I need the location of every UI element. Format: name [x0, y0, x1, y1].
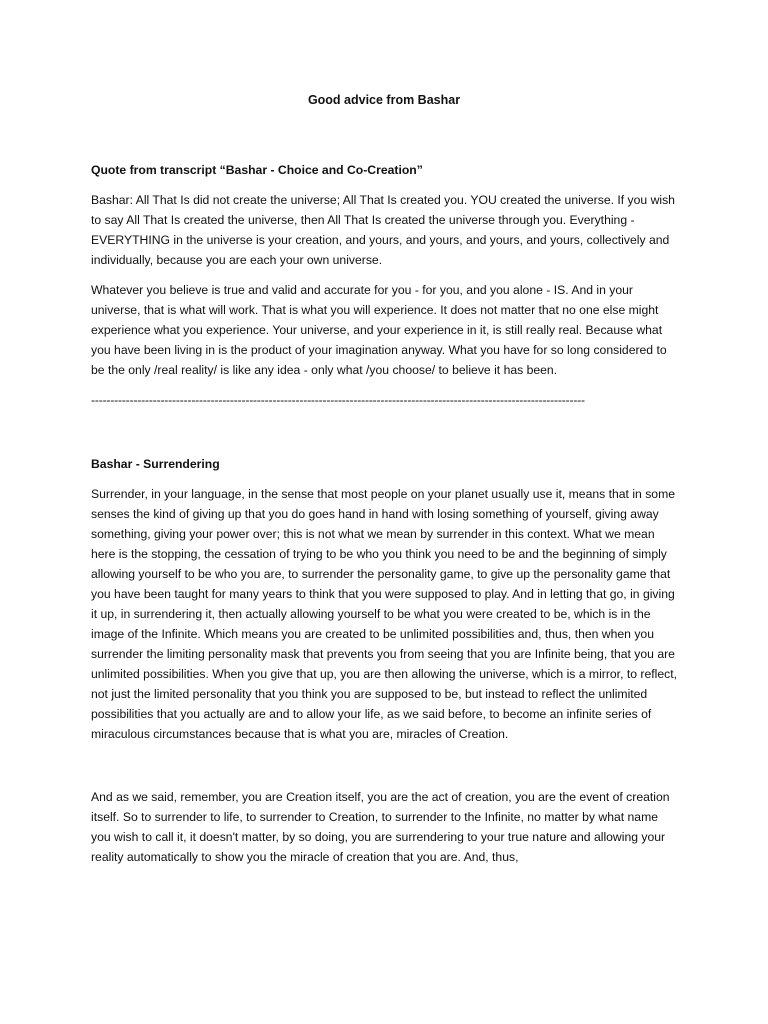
- document-body: [91, 160, 681, 877]
- section2-heading: Bashar - Surrendering: [91, 457, 220, 471]
- document-title: Good advice from Bashar: [307, 93, 461, 107]
- section2-paragraph-1: Surrender, in your language, in the sense that most people on your planet usually use it, means that in some senses the kind of giving up that you do goes hand in hand with losing something of yourself, giving away something, giving your power over; this is not what we mean by surrender in this context. What we mean here is the stopping, the cessation of trying to be who you think you need to be and the beginning of simply allowing yourself to be who you are, to surrender the personality game, to give up the personality game that you have been taught for many years to think that you were supposed to play. And in letting that go, in giving it up, in surrendering it, then actually allowing yourself to be what you were created to be, which is in the image of the Infinite. Which means you are created to be unlimited possibilities and, thus, then when you surrender the limiting personality mask that prevents you from seeing that you are Infinite being, that you are unlimited possibilities. When you give that up, you are then allowing the universe, which is a mirror, to reflect, not just the limited personality that you think you are supposed to be, but instead to reflect the unlimited possibilities that you actually are and to allow your life, as we said before, to become an infinite series of miraculous circumstances because that is what you are, miracles of Creation.: [91, 487, 677, 741]
- section-divider: --------------------------------------------------------------------------------------------------------------------------------: [91, 393, 585, 407]
- spacer: [91, 754, 681, 787]
- section1-paragraph-1: Bashar: All That Is did not create the universe; All That Is created you. YOU created the universe. If you wish to say All That Is created the universe, then All That Is created the universe through you. Everything - EVERYTHING in the universe is your creation, and yours, and yours, and yours, and yours, collectively and individually, because you are each your own universe.: [91, 193, 675, 267]
- section1-heading: Quote from transcript “Bashar - Choice and Co-Creation”: [91, 163, 423, 177]
- section2-paragraph-2: And as we said, remember, you are Creation itself, you are the act of creation, you are the event of creation itself. So to surrender to life, to surrender to Creation, to surrender to the Infinite, no matter by what name you wish to call it, it doesn't matter, by so doing, you are surrendering to your true nature and allowing your reality automatically to show you the miracle of creation that you are. And, thus,: [91, 790, 670, 864]
- section1-paragraph-2: Whatever you believe is true and valid and accurate for you - for you, and you alone - IS. And in your universe, that is what will work. That is what you will experience. It does not matter that no one else might experience what you experience. Your universe, and your experience in it, is still really real. Because what you have been living in is the product of your imagination anyway. What you have for so long considered to be the only /real reality/ is like any idea - only what /you choose/ to believe it has been.: [91, 283, 667, 377]
- spacer: [91, 410, 681, 454]
